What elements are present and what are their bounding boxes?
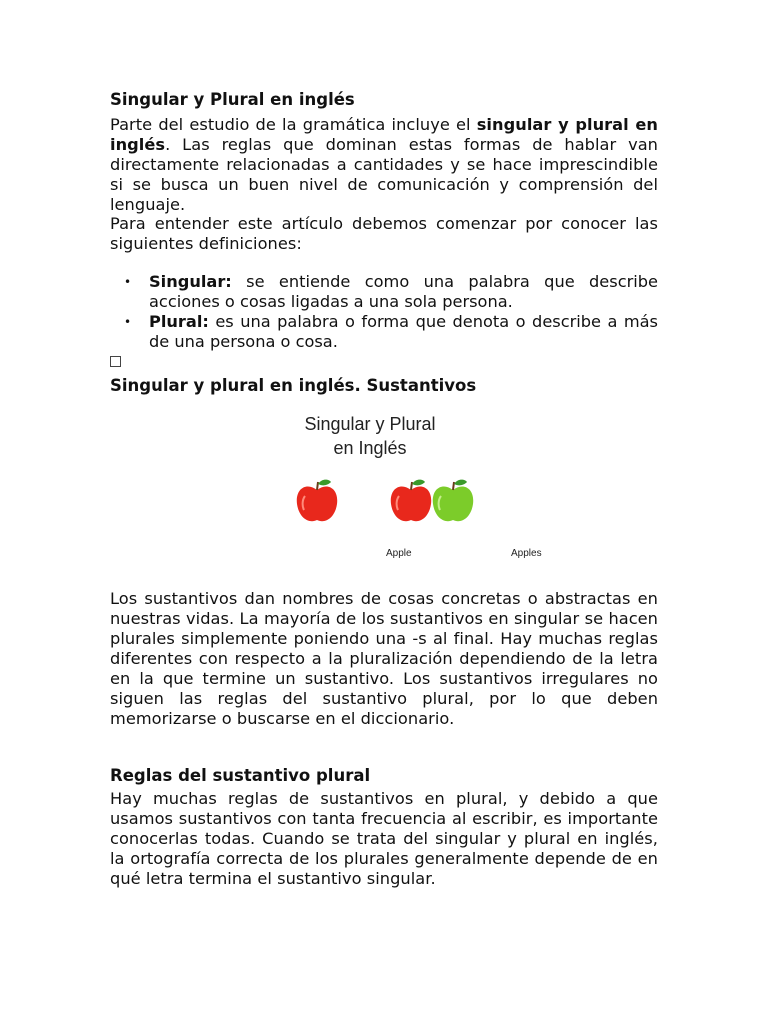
green-apple-icon — [433, 480, 473, 522]
list-item — [110, 312, 658, 352]
red-apple-icon — [391, 480, 431, 522]
bullet-icon: • — [124, 315, 132, 329]
rules-paragraph: Hay muchas reglas de sustantivos en plural, y debido a que usamos sustantivos con tanta frecuencia al escribir, es importante conocerlas todas. Cuando se trata del singular y plural en inglés, la ortografía correcta de los plurales generalmente depende de en qué letra termina el sustantivo singular. — [110, 789, 658, 888]
intro-text-2: . Las reglas que dominan estas formas de hablar van directamente relacionadas a cantidades y se hace imprescindible si se busca un buen nivel de comunicación y comprensión del lenguaje. — [110, 135, 658, 214]
intro-paragraph — [110, 115, 658, 215]
bullet-icon: • — [124, 275, 132, 289]
list-item — [110, 272, 658, 312]
page-title: Singular y Plural en inglés — [110, 90, 355, 109]
apple-illustration — [270, 410, 542, 570]
intro-bold-text: singular y plural en inglés — [110, 115, 659, 154]
definition-text: se entiende como una palabra que describe acciones o cosas ligadas a una sola persona. — [149, 272, 658, 311]
nouns-paragraph: Los sustantivos dan nombres de cosas concretas o abstractas en nuestras vidas. La mayoría de los sustantivos en singular se hacen plurales simplemente poniendo una -s al final. Hay muchas reglas diferentes con respecto a la pluralización dependiendo de la letra en la que termine un sustantivo. Los sustantivos irregulares no siguen las reglas del sustantivo plural, por lo que deben memorizarse o buscarse en el diccionario. — [110, 589, 658, 728]
intro-text-1: Parte del estudio de la gramática incluye el — [110, 115, 477, 134]
definition-text: es una palabra o forma que denota o describe a más de una persona o cosa. — [149, 312, 658, 351]
label-plural: Apples — [511, 548, 542, 559]
figure-title — [270, 412, 470, 460]
label-singular: Apple — [386, 548, 412, 559]
section-heading-rules: Reglas del sustantivo plural — [110, 766, 371, 785]
apples-svg — [270, 470, 510, 590]
section-heading-nouns: Singular y plural en inglés. Sustantivos — [110, 376, 477, 395]
definition-term: Singular: — [149, 272, 232, 291]
figure-title-line2: en Inglés — [333, 438, 407, 458]
red-apple-icon — [297, 480, 337, 522]
placeholder-box-icon — [110, 356, 121, 367]
definition-term: Plural: — [149, 312, 209, 331]
definitions-list — [110, 272, 658, 352]
figure-title-line1: Singular y Plural — [304, 414, 436, 434]
definitions-intro: Para entender este artículo debemos comenzar por conocer las siguientes definiciones: — [110, 214, 658, 253]
